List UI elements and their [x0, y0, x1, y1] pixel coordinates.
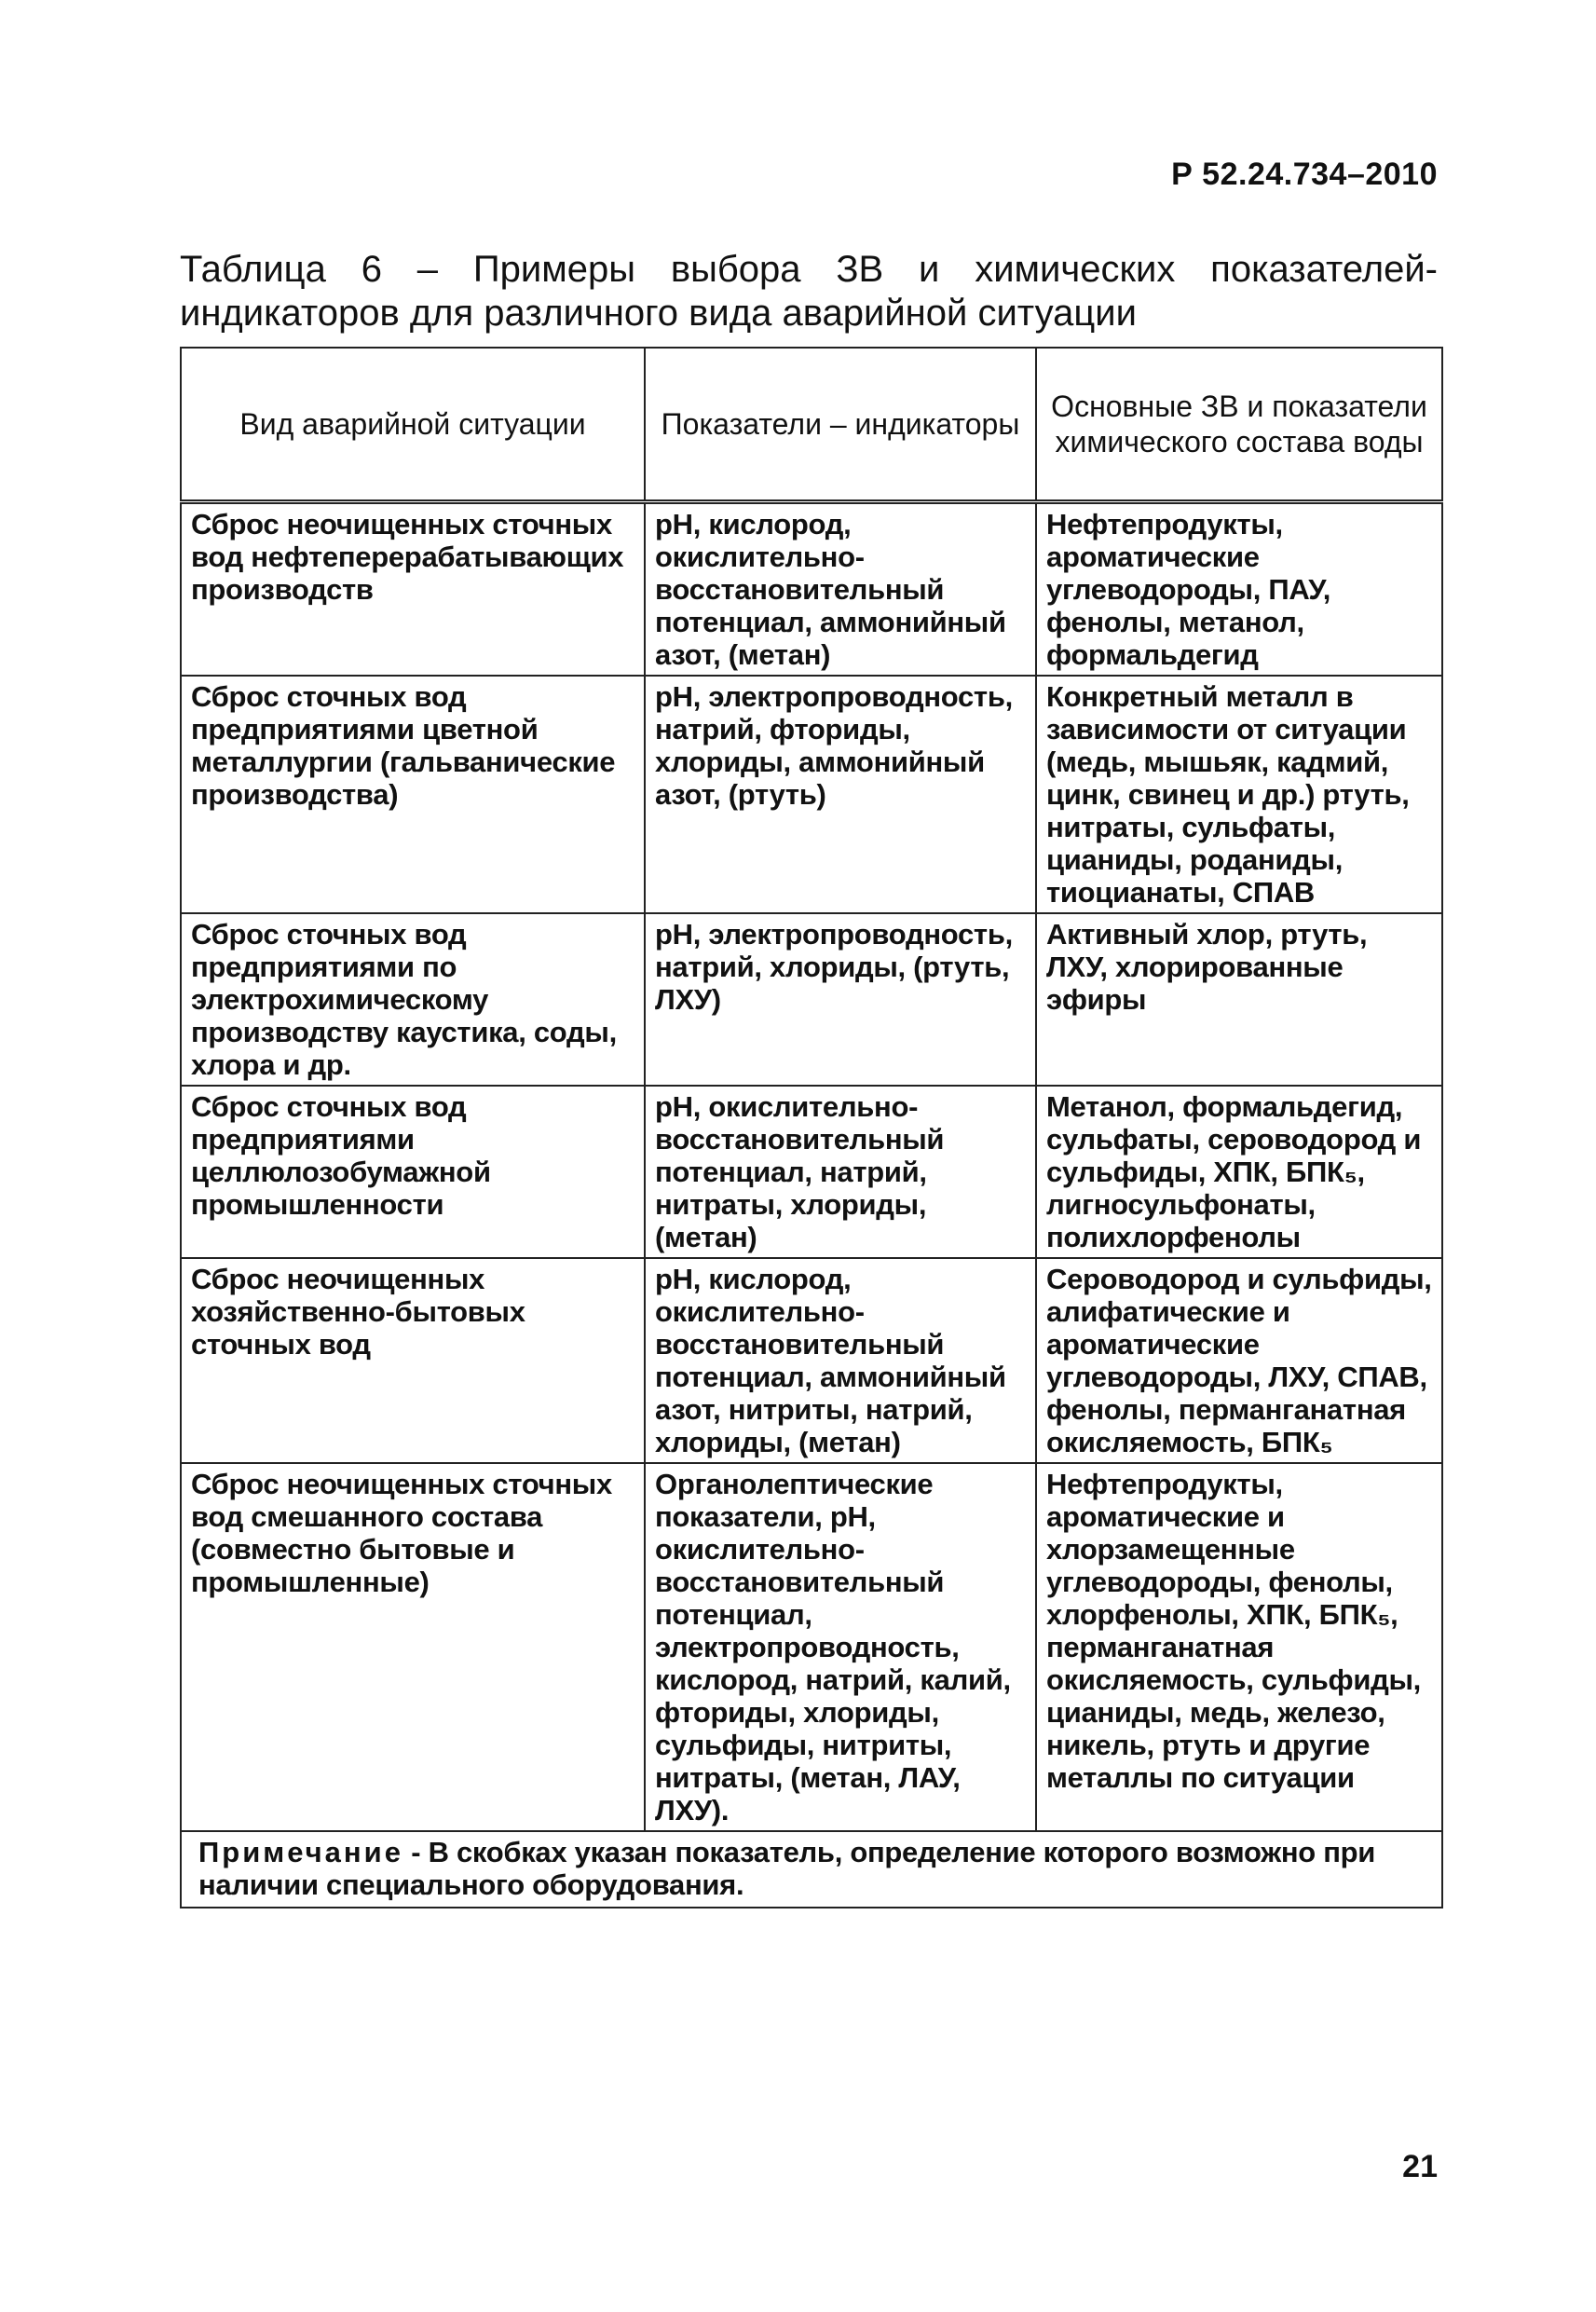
column-header-indicators: Показатели – индикаторы	[645, 348, 1036, 502]
pollutants-cell: Нефтепродукты, ароматические и хлорзамещенные углеводороды, фенолы, хлорфенолы, ХПК, БПК₅, перманганатная окисляемость, сульфиды, цианиды, медь, железо, никель, ртуть и другие металлы по ситуации	[1036, 1463, 1442, 1831]
situation-cell: Сброс неочищенных хозяйственно-бытовых сточных вод	[181, 1258, 645, 1463]
note-label: Примечание	[198, 1836, 403, 1868]
situation-cell: Сброс сточных вод предприятиями целлюлозобумажной промышленности	[181, 1086, 645, 1258]
pollutant-indicator-table	[180, 347, 1443, 1908]
table-row	[181, 1086, 1442, 1258]
indicators-cell: pH, кислород, окислительно-восстановительный потенциал, аммонийный азот, (метан)	[645, 502, 1036, 677]
table-header-row	[181, 348, 1442, 502]
note-text: - В скобках указан показатель, определение которого возможно при наличии специального оборудования.	[198, 1836, 1376, 1901]
table-note	[181, 1831, 1442, 1908]
pollutants-cell: Сероводород и сульфиды, алифатические и ароматические углеводороды, ЛХУ, СПАВ, фенолы, перманганатная окисляемость, БПК₅	[1036, 1258, 1442, 1463]
indicators-cell: pH, электропроводность, натрий, фториды, хлориды, аммонийный азот, (ртуть)	[645, 676, 1036, 913]
situation-cell: Сброс сточных вод предприятиями по электрохимическому производству каустика, соды, хлора и др.	[181, 913, 645, 1086]
document-code: Р 52.24.734–2010	[1171, 157, 1438, 192]
column-header-situation: Вид аварийной ситуации	[181, 348, 645, 502]
indicators-cell: Органолептические показатели, pH, окислительно-восстановительный потенциал, электропроводность, кислород, натрий, калий, фториды, хлориды, сульфиды, нитриты, нитраты, (метан, ЛАУ, ЛХУ).	[645, 1463, 1036, 1831]
pollutants-cell: Конкретный металл в зависимости от ситуации (медь, мышьяк, кадмий, цинк, свинец и др.) ртуть, нитраты, сульфаты, цианиды, роданиды, тиоцианаты, СПАВ	[1036, 676, 1442, 913]
table-container	[180, 347, 1441, 1908]
table-caption: Таблица 6 – Примеры выбора ЗВ и химических показателей-индикаторов для различного вида аварийной ситуации	[180, 249, 1438, 334]
table-row	[181, 913, 1442, 1086]
table-row	[181, 502, 1442, 677]
indicators-cell: pH, электропроводность, натрий, хлориды, (ртуть, ЛХУ)	[645, 913, 1036, 1086]
column-header-pollutants: Основные ЗВ и показатели химического состава воды	[1036, 348, 1442, 502]
indicators-cell: pH, кислород, окислительно-восстановительный потенциал, аммонийный азот, нитриты, натрий, хлориды, (метан)	[645, 1258, 1036, 1463]
situation-cell: Сброс неочищенных сточных вод нефтеперерабатывающих производств	[181, 502, 645, 677]
table-row	[181, 1463, 1442, 1831]
table-row	[181, 676, 1442, 913]
pollutants-cell: Активный хлор, ртуть, ЛХУ, хлорированные эфиры	[1036, 913, 1442, 1086]
indicators-cell: pH, окислительно-восстановительный потенциал, натрий, нитраты, хлориды, (метан)	[645, 1086, 1036, 1258]
situation-cell: Сброс сточных вод предприятиями цветной металлургии (гальванические производства)	[181, 676, 645, 913]
pollutants-cell: Метанол, формальдегид, сульфаты, сероводород и сульфиды, ХПК, БПК₅, лигносульфонаты, полихлорфенолы	[1036, 1086, 1442, 1258]
pollutants-cell: Нефтепродукты, ароматические углеводороды, ПАУ, фенолы, метанол, формальдегид	[1036, 502, 1442, 677]
table-note-row	[181, 1831, 1442, 1908]
table-row	[181, 1258, 1442, 1463]
page-number: 21	[1402, 2149, 1438, 2184]
situation-cell: Сброс неочищенных сточных вод смешанного состава (совместно бытовые и промышленные)	[181, 1463, 645, 1831]
